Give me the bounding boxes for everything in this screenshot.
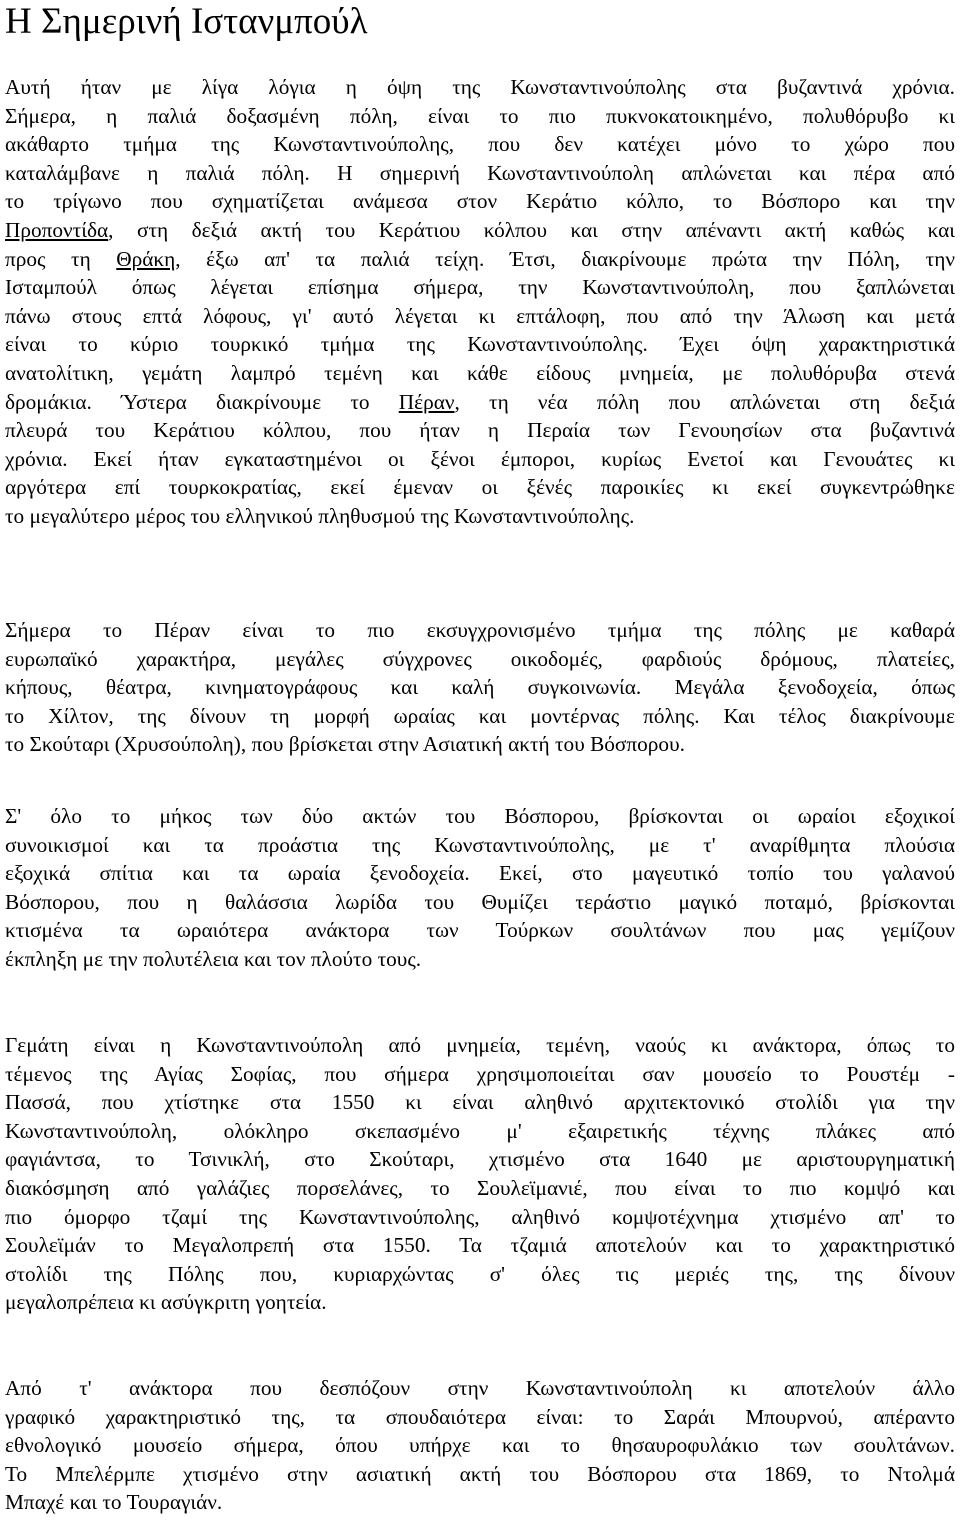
text-segment: Ισταμπούλ όπως λέγεται επίσημα σήμερα, την Κωνσταντινούπολη, που ξαπλώνεται bbox=[5, 275, 955, 300]
text-segment: στολίδι της Πόλης που, κυριαρχώντας σ' όλες τις μεριές της, της δίνουν bbox=[5, 1261, 955, 1286]
text-line bbox=[5, 388, 955, 417]
text-segment: Σήμερα το Πέραν είναι το πιο εκσυγχρονισμένο τμήμα της πόλης με καθαρά bbox=[5, 618, 955, 642]
text-segment: ακάθαρτο τμήμα της Κωνσταντινούπολης, που δεν κατέχει μόνο το χώρο που bbox=[5, 132, 955, 157]
text-line bbox=[5, 945, 955, 974]
text-line bbox=[5, 916, 955, 945]
text-segment: το Χίλτον, της δίνουν τη μορφή ωραίας και μοντέρνας πόλης. Και τέλος διακρίνουμε bbox=[5, 703, 955, 728]
text-line bbox=[5, 416, 955, 445]
text-line bbox=[5, 831, 955, 860]
text-segment: Από τ' ανάκτορα που δεσπόζουν στην Κωνσταντινούπολη κι αποτελούν άλλο bbox=[5, 1376, 955, 1400]
text-segment: έκπληξη με την πολυτέλεια και τον πλούτο τους. bbox=[5, 946, 422, 971]
text-line bbox=[5, 1203, 955, 1232]
text-segment: , στη δεξιά ακτή του Κεράτιου κόλπου και στην απέναντι ακτή καθώς και bbox=[108, 217, 955, 242]
text-segment: πάνω στους επτά λόφους, γι' αυτό λέγεται κι επτάλοφη, που από την Άλωση και μετά bbox=[5, 303, 955, 328]
text-line bbox=[5, 1145, 955, 1174]
text-line bbox=[5, 888, 955, 917]
text-line bbox=[5, 473, 955, 502]
text-line bbox=[5, 273, 955, 302]
text-line bbox=[5, 1260, 955, 1289]
hyperlink[interactable]: Θράκη bbox=[116, 246, 176, 271]
text-line bbox=[5, 1231, 955, 1260]
text-segment: Σουλεϊμάν το Μεγαλοπρεπή στα 1550. Τα τζαμιά αποτελούν και το χαρακτηριστικό bbox=[5, 1233, 955, 1258]
text-segment: πιο όμορφο τζαμί της Κωνσταντινούπολης, αληθινό κομψοτέχνημα χτισμένο απ' το bbox=[5, 1204, 955, 1229]
text-segment: Μπαχέ και το Τουραγιάν. bbox=[5, 1490, 223, 1515]
text-line bbox=[5, 302, 955, 331]
text-line bbox=[5, 445, 955, 474]
text-line bbox=[5, 1431, 955, 1460]
hyperlink[interactable]: Πέραν bbox=[398, 389, 455, 414]
text-segment: χρόνια. Εκεί ήταν εγκαταστημένοι οι ξένοι έμποροι, κυρίως Ενετοί και Γενουάτες κι bbox=[5, 446, 955, 471]
text-segment: Γεμάτη είναι η Κωνσταντινούπολη από μνημεία, τεμένη, ναούς κι ανάκτορα, όπως το bbox=[5, 1033, 955, 1057]
text-line bbox=[5, 359, 955, 388]
text-segment: τέμενος της Αγίας Σοφίας, που σήμερα χρησιμοποιείται σαν μουσείο το Ρουστέμ - bbox=[5, 1061, 955, 1086]
paragraph bbox=[5, 73, 955, 531]
text-line bbox=[5, 73, 955, 102]
text-line bbox=[5, 130, 955, 159]
hyperlink[interactable]: Προποντίδα bbox=[5, 217, 109, 242]
text-segment: προς τη bbox=[5, 246, 117, 271]
text-line bbox=[5, 802, 955, 831]
text-line bbox=[5, 1117, 955, 1146]
text-segment: το Σκούταρι (Χρυσούπολη), που βρίσκεται στην Ασιατική ακτή του Βόσπορου. bbox=[5, 732, 685, 757]
text-line bbox=[5, 1088, 955, 1117]
text-segment: Πασσά, που χτίστηκε στα 1550 κι είναι αληθινό αρχιτεκτονικό στολίδι για την bbox=[5, 1090, 955, 1115]
text-segment: ευρωπαϊκό χαρακτήρα, μεγάλες σύγχρονες οικοδομές, φαρδιούς δρόμους, πλατείες, bbox=[5, 646, 955, 671]
text-line bbox=[5, 187, 955, 216]
text-line bbox=[5, 502, 955, 531]
text-line bbox=[5, 102, 955, 131]
text-line bbox=[5, 1403, 955, 1432]
text-segment: , τη νέα πόλη που απλώνεται στη δεξιά bbox=[454, 389, 955, 414]
text-segment: καταλάμβανε η παλιά πόλη. Η σημερινή Κωνσταντινούπολη απλώνεται και πέρα από bbox=[5, 160, 955, 185]
text-line bbox=[5, 645, 955, 674]
text-segment: Αυτή ήταν με λίγα λόγια η όψη της Κωνσταντινούπολης στα βυζαντινά χρόνια. bbox=[5, 75, 955, 99]
text-segment: Σήμερα, η παλιά δοξασμένη πόλη, είναι το πιο πυκνοκατοικημένο, πολυθόρυβο κι bbox=[5, 103, 955, 128]
text-line bbox=[5, 330, 955, 359]
text-line bbox=[5, 859, 955, 888]
text-line bbox=[5, 245, 955, 274]
text-line bbox=[5, 1374, 955, 1403]
text-line bbox=[5, 702, 955, 731]
text-segment: εθνολογικό μουσείο σήμερα, όπου υπήρχε και το θησαυροφυλάκιο των σουλτάνων. bbox=[5, 1433, 955, 1458]
page-title: Η Σημερινή Ιστανμπούλ bbox=[5, 1, 368, 42]
text-segment: Το Μπελέρμπε χτισμένο στην ασιατική ακτή του Βόσπορου στα 1869, το Ντολμά bbox=[5, 1461, 955, 1486]
paragraph bbox=[5, 1031, 955, 1317]
text-line bbox=[5, 730, 955, 759]
text-segment: συνοικισμοί και τα προάστια της Κωνσταντινούπολης, με τ' αναρίθμητα πλούσια bbox=[5, 832, 955, 857]
text-line bbox=[5, 1460, 955, 1489]
paragraph bbox=[5, 616, 955, 759]
text-line bbox=[5, 1060, 955, 1089]
text-segment: κήπους, θέατρα, κινηματογράφους και καλή συγκοινωνία. Μεγάλα ξενοδοχεία, όπως bbox=[5, 675, 955, 700]
text-segment: πλευρά του Κεράτιου κόλπου, που ήταν η Περαία των Γενουησίων στα βυζαντινά bbox=[5, 418, 955, 443]
text-segment: δρομάκια. Ύστερα διακρίνουμε το bbox=[5, 389, 399, 414]
text-segment: κτισμένα τα ωραιότερα ανάκτορα των Τούρκων σουλτάνων που μας γεμίζουν bbox=[5, 918, 955, 943]
text-line bbox=[5, 1031, 955, 1060]
text-line bbox=[5, 1288, 955, 1317]
text-segment: μεγαλοπρέπεια κι ασύγκριτη γοητεία. bbox=[5, 1290, 327, 1315]
text-line bbox=[5, 159, 955, 188]
text-line bbox=[5, 216, 955, 245]
text-segment: , έξω απ' τα παλιά τείχη. Έτσι, διακρίνουμε πρώτα την Πόλη, την bbox=[175, 246, 955, 271]
text-segment: είναι το κύριο τουρκικό τμήμα της Κωνσταντινούπολης. Έχει όψη χαρακτηριστικά bbox=[5, 332, 955, 357]
text-segment: το μεγαλύτερο μέρος του ελληνικού πληθυσμού της Κωνσταντινούπολης. bbox=[5, 503, 635, 528]
text-segment: Βόσπορου, που η θαλάσσια λωρίδα του Θυμίζει τεράστιο μαγικό ποταμό, βρίσκονται bbox=[5, 889, 955, 914]
text-line bbox=[5, 673, 955, 702]
paragraph bbox=[5, 1374, 955, 1517]
paragraph bbox=[5, 802, 955, 974]
text-segment: Σ' όλο το μήκος των δύο ακτών του Βόσπορου, βρίσκονται οι ωραίοι εξοχικοί bbox=[5, 804, 955, 828]
text-line bbox=[5, 1488, 955, 1517]
text-segment: Κωνσταντινούπολη, ολόκληρο σκεπασμένο μ' εξαιρετικής τέχνης πλάκες από bbox=[5, 1118, 955, 1143]
text-segment: αργότερα επί τουρκοκρατίας, εκεί έμεναν οι ξένές παροικίες κι εκεί συγκεντρώθηκε bbox=[5, 475, 955, 500]
text-segment: φαγιάντσα, το Τσινικλή, στο Σκούταρι, χτισμένο στα 1640 με αριστουργηματική bbox=[5, 1147, 955, 1172]
text-segment: το τρίγωνο που σχηματίζεται ανάμεσα στον Κεράτιο κόλπο, το Βόσπορο και την bbox=[5, 189, 955, 214]
text-line bbox=[5, 1174, 955, 1203]
text-segment: εξοχικά σπίτια και τα ωραία ξενοδοχεία. Εκεί, στο μαγευτικό τοπίο του γαλανού bbox=[5, 861, 955, 886]
text-segment: ανατολίτικη, γεμάτη λαμπρό τεμένη και κάθε είδους μνημεία, με πολυθόρυβα στενά bbox=[5, 360, 955, 385]
text-segment: διακόσμηση από γαλάζιες πορσελάνες, το Σουλεϊμανιέ, που είναι το πιο κομψό και bbox=[5, 1175, 955, 1200]
text-segment: γραφικό χαρακτηριστικό της, τα σπουδαιότερα είναι: το Σαράι Μπουρνού, απέραντο bbox=[5, 1404, 955, 1429]
text-line bbox=[5, 616, 955, 645]
